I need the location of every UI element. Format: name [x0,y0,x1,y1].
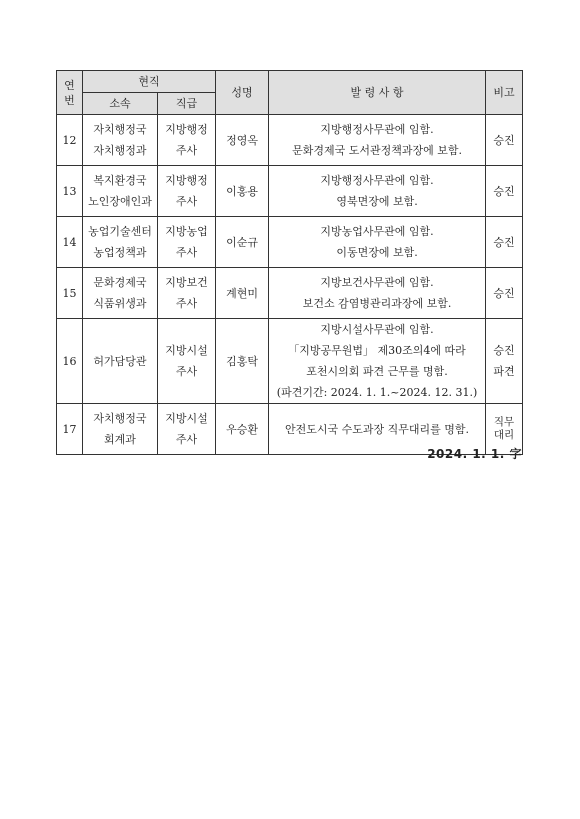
table-row [57,166,523,217]
cell-line: 회계과 [104,433,136,446]
cell-line: 승진 [493,344,515,357]
appointment-details [269,217,486,268]
remark-cell [486,166,523,217]
cell-line: 지방행정사무관에 임함. [320,123,434,136]
appointment-details [269,166,486,217]
cell-line: 식품위생과 [93,297,147,310]
cell-line: 파견 [493,365,515,378]
person-name: 우승환 [216,404,269,455]
table-row [57,217,523,268]
affiliation-cell [83,268,158,319]
table-row [57,319,523,404]
position-cell [158,319,216,404]
position-cell [158,404,216,455]
cell-line: (파견기간: 2024. 1. 1.~2024. 12. 31.) [276,386,478,399]
cell-line: 지방행정 [165,123,208,136]
remark-cell [486,268,523,319]
affiliation-cell [83,115,158,166]
affiliation-cell [83,404,158,455]
cell-line: 지방시설 [165,344,208,357]
cell-line: 자치행정국 [93,412,147,425]
person-name: 이홍용 [216,166,269,217]
remark-cell [486,115,523,166]
cell-line: 지방보건사무관에 임함. [320,276,434,289]
table-row [57,115,523,166]
position-cell [158,166,216,217]
row-number: 12 [57,115,83,166]
row-number: 17 [57,404,83,455]
affiliation-cell [83,319,158,404]
cell-line: 지방농업 [165,225,208,238]
row-number: 14 [57,217,83,268]
cell-line: 포천시의회 파견 근무를 명함. [306,365,448,378]
cell-line: 지방행정 [165,174,208,187]
remark-cell [486,319,523,404]
cell-line: 주사 [175,246,198,259]
position-cell [158,268,216,319]
header-current: 현직 [83,71,216,93]
cell-line: 직무 [493,416,515,428]
cell-line: 안전도시국 수도과장 직무대리를 명함. [285,422,470,436]
appointment-table [56,70,523,455]
cell-line: 주사 [175,365,198,378]
header-affiliation: 소속 [83,93,158,115]
cell-line: 승진 [493,133,515,147]
cell-line: 자치행정국 [93,123,147,136]
header-position: 직급 [158,93,216,115]
appointment-details [269,268,486,319]
person-name: 계현미 [216,268,269,319]
header-appointment: 발 령 사 항 [269,71,486,115]
position-cell [158,217,216,268]
cell-line: 보건소 감염병관리과장에 보함. [302,297,452,310]
cell-line: 노인장애인과 [88,195,152,208]
appointment-details [269,115,486,166]
row-number: 13 [57,166,83,217]
cell-line: 지방시설 [165,412,208,425]
cell-line: 자치행정과 [93,144,147,157]
cell-line: 지방시설사무관에 임함. [320,323,434,336]
cell-line: 승진 [493,286,515,300]
cell-line: 주사 [175,195,198,208]
remark-cell [486,217,523,268]
table-body [57,115,523,455]
affiliation-cell [83,217,158,268]
cell-line: 승진 [493,235,515,249]
cell-line: 문화경제국 도서관정책과장에 보함. [292,144,462,157]
cell-line: 주사 [175,433,198,446]
table-row [57,268,523,319]
cell-line: 주사 [175,144,198,157]
cell-line: 지방농업사무관에 임함. [320,225,434,238]
cell-line: 영북면장에 보함. [336,195,418,208]
row-number: 15 [57,268,83,319]
cell-line: 지방보건 [165,276,208,289]
person-name: 정영옥 [216,115,269,166]
person-name: 김홍탁 [216,319,269,404]
person-name: 이순규 [216,217,269,268]
cell-line: 농업기술센터 [88,225,152,238]
cell-line: 승진 [493,184,515,198]
cell-line: 허가담당관 [93,354,147,368]
header-remark: 비고 [486,71,523,115]
cell-line: 문화경제국 [93,276,147,289]
cell-line: 복지환경국 [93,174,147,187]
affiliation-cell [83,166,158,217]
cell-line: 대리 [493,429,515,441]
cell-line: 「지방공무원법」 제30조의4에 따라 [288,344,466,357]
cell-line: 주사 [175,297,198,310]
header-no: 연번 [57,71,83,115]
position-cell [158,115,216,166]
appointment-details [269,319,486,404]
cell-line: 농업정책과 [93,246,147,259]
issue-date: 2024. 1. 1. 字 [427,447,522,461]
header-name: 성명 [216,71,269,115]
row-number: 16 [57,319,83,404]
cell-line: 이동면장에 보함. [336,246,418,259]
cell-line: 지방행정사무관에 임함. [320,174,434,187]
